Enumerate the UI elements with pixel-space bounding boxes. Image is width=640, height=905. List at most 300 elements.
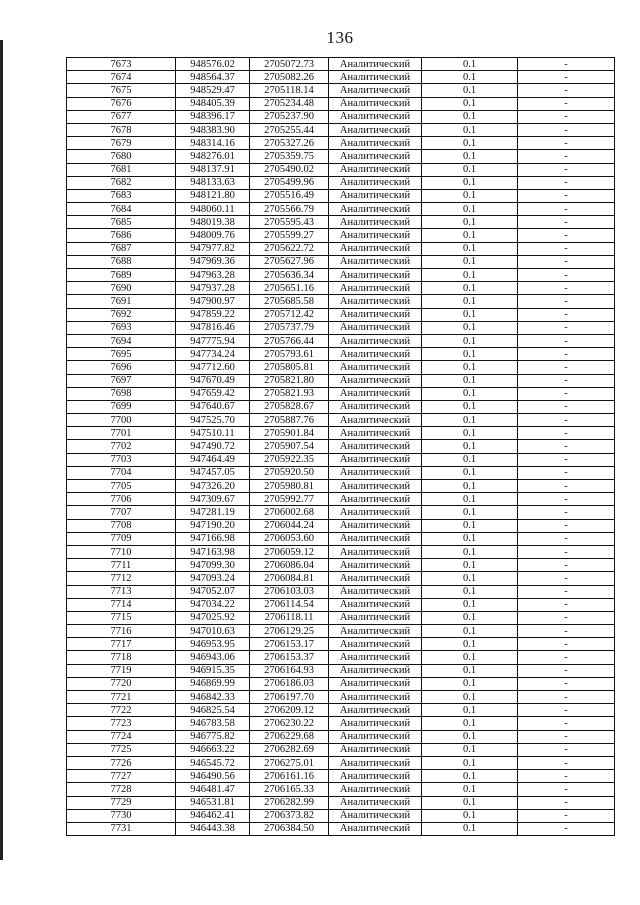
table-row	[67, 71, 615, 84]
point-number-cell: 7695	[67, 348, 176, 361]
x-coordinate-cell: 946775.82	[176, 730, 250, 743]
accuracy-cell: 0.1	[422, 334, 518, 347]
x-coordinate-cell: 946869.99	[176, 677, 250, 690]
method-cell: Аналитический	[329, 163, 422, 176]
accuracy-cell: 0.1	[422, 242, 518, 255]
y-coordinate-cell: 2705082.26	[250, 71, 329, 84]
method-cell: Аналитический	[329, 123, 422, 136]
note-cell: -	[518, 203, 615, 216]
y-coordinate-cell: 2705821.93	[250, 387, 329, 400]
point-number-cell: 7708	[67, 519, 176, 532]
x-coordinate-cell: 947010.63	[176, 625, 250, 638]
method-cell: Аналитический	[329, 677, 422, 690]
method-cell: Аналитический	[329, 756, 422, 769]
note-cell: -	[518, 598, 615, 611]
accuracy-cell: 0.1	[422, 216, 518, 229]
point-number-cell: 7712	[67, 572, 176, 585]
x-coordinate-cell: 947464.49	[176, 453, 250, 466]
table-row	[67, 704, 615, 717]
x-coordinate-cell: 946842.33	[176, 691, 250, 704]
x-coordinate-cell: 946663.22	[176, 743, 250, 756]
accuracy-cell: 0.1	[422, 295, 518, 308]
note-cell: -	[518, 809, 615, 822]
table-row	[67, 203, 615, 216]
y-coordinate-cell: 2705828.67	[250, 400, 329, 413]
x-coordinate-cell: 948133.63	[176, 176, 250, 189]
table-row	[67, 84, 615, 97]
y-coordinate-cell: 2706229.68	[250, 730, 329, 743]
point-number-cell: 7700	[67, 414, 176, 427]
point-number-cell: 7724	[67, 730, 176, 743]
method-cell: Аналитический	[329, 638, 422, 651]
accuracy-cell: 0.1	[422, 229, 518, 242]
table-row	[67, 295, 615, 308]
note-cell: -	[518, 611, 615, 624]
method-cell: Аналитический	[329, 387, 422, 400]
table-row	[67, 150, 615, 163]
method-cell: Аналитический	[329, 400, 422, 413]
accuracy-cell: 0.1	[422, 691, 518, 704]
y-coordinate-cell: 2705793.61	[250, 348, 329, 361]
note-cell: -	[518, 519, 615, 532]
accuracy-cell: 0.1	[422, 84, 518, 97]
note-cell: -	[518, 691, 615, 704]
method-cell: Аналитический	[329, 519, 422, 532]
point-number-cell: 7713	[67, 585, 176, 598]
note-cell: -	[518, 783, 615, 796]
table-row	[67, 229, 615, 242]
point-number-cell: 7697	[67, 374, 176, 387]
y-coordinate-cell: 2706084.81	[250, 572, 329, 585]
y-coordinate-cell: 2706197.70	[250, 691, 329, 704]
y-coordinate-cell: 2705737.79	[250, 321, 329, 334]
x-coordinate-cell: 947712.60	[176, 361, 250, 374]
y-coordinate-cell: 2705627.96	[250, 255, 329, 268]
point-number-cell: 7690	[67, 282, 176, 295]
method-cell: Аналитический	[329, 822, 422, 835]
y-coordinate-cell: 2706373.82	[250, 809, 329, 822]
table-row	[67, 796, 615, 809]
table-row	[67, 519, 615, 532]
y-coordinate-cell: 2705595.43	[250, 216, 329, 229]
accuracy-cell: 0.1	[422, 150, 518, 163]
point-number-cell: 7703	[67, 453, 176, 466]
accuracy-cell: 0.1	[422, 493, 518, 506]
accuracy-cell: 0.1	[422, 58, 518, 71]
table-row	[67, 440, 615, 453]
point-number-cell: 7710	[67, 545, 176, 558]
x-coordinate-cell: 947034.22	[176, 598, 250, 611]
point-number-cell: 7701	[67, 427, 176, 440]
point-number-cell: 7679	[67, 137, 176, 150]
accuracy-cell: 0.1	[422, 427, 518, 440]
method-cell: Аналитический	[329, 625, 422, 638]
x-coordinate-cell: 948019.38	[176, 216, 250, 229]
method-cell: Аналитический	[329, 691, 422, 704]
table-row	[67, 783, 615, 796]
y-coordinate-cell: 2705622.72	[250, 242, 329, 255]
note-cell: -	[518, 506, 615, 519]
y-coordinate-cell: 2706384.50	[250, 822, 329, 835]
method-cell: Аналитический	[329, 796, 422, 809]
x-coordinate-cell: 947099.30	[176, 559, 250, 572]
scan-edge-bar	[0, 40, 3, 860]
accuracy-cell: 0.1	[422, 387, 518, 400]
y-coordinate-cell: 2706282.69	[250, 743, 329, 756]
x-coordinate-cell: 946462.41	[176, 809, 250, 822]
x-coordinate-cell: 948383.90	[176, 123, 250, 136]
method-cell: Аналитический	[329, 110, 422, 123]
note-cell: -	[518, 585, 615, 598]
note-cell: -	[518, 71, 615, 84]
y-coordinate-cell: 2705255.44	[250, 123, 329, 136]
method-cell: Аналитический	[329, 414, 422, 427]
accuracy-cell: 0.1	[422, 203, 518, 216]
table-row	[67, 691, 615, 704]
table-row	[67, 189, 615, 202]
y-coordinate-cell: 2705490.02	[250, 163, 329, 176]
page-number: 136	[326, 28, 354, 47]
x-coordinate-cell: 948276.01	[176, 150, 250, 163]
point-number-cell: 7705	[67, 480, 176, 493]
x-coordinate-cell: 947490.72	[176, 440, 250, 453]
x-coordinate-cell: 946531.81	[176, 796, 250, 809]
y-coordinate-cell: 2705237.90	[250, 110, 329, 123]
table-row	[67, 374, 615, 387]
accuracy-cell: 0.1	[422, 638, 518, 651]
method-cell: Аналитический	[329, 242, 422, 255]
table-row	[67, 163, 615, 176]
accuracy-cell: 0.1	[422, 704, 518, 717]
accuracy-cell: 0.1	[422, 308, 518, 321]
accuracy-cell: 0.1	[422, 400, 518, 413]
method-cell: Аналитический	[329, 480, 422, 493]
table-row	[67, 308, 615, 321]
x-coordinate-cell: 946953.95	[176, 638, 250, 651]
table-row	[67, 400, 615, 413]
point-number-cell: 7696	[67, 361, 176, 374]
accuracy-cell: 0.1	[422, 282, 518, 295]
table-row	[67, 334, 615, 347]
method-cell: Аналитический	[329, 203, 422, 216]
x-coordinate-cell: 948396.17	[176, 110, 250, 123]
note-cell: -	[518, 480, 615, 493]
x-coordinate-cell: 947937.28	[176, 282, 250, 295]
table-row	[67, 770, 615, 783]
method-cell: Аналитический	[329, 137, 422, 150]
y-coordinate-cell: 2705685.58	[250, 295, 329, 308]
x-coordinate-cell: 947457.05	[176, 466, 250, 479]
table-row	[67, 809, 615, 822]
y-coordinate-cell: 2706086.04	[250, 559, 329, 572]
table-row	[67, 638, 615, 651]
y-coordinate-cell: 2705499.96	[250, 176, 329, 189]
point-number-cell: 7711	[67, 559, 176, 572]
note-cell: -	[518, 110, 615, 123]
method-cell: Аналитический	[329, 71, 422, 84]
note-cell: -	[518, 97, 615, 110]
accuracy-cell: 0.1	[422, 506, 518, 519]
note-cell: -	[518, 651, 615, 664]
note-cell: -	[518, 427, 615, 440]
note-cell: -	[518, 361, 615, 374]
y-coordinate-cell: 2706282.99	[250, 796, 329, 809]
x-coordinate-cell: 946825.54	[176, 704, 250, 717]
y-coordinate-cell: 2706118.11	[250, 611, 329, 624]
x-coordinate-cell: 947525.70	[176, 414, 250, 427]
method-cell: Аналитический	[329, 743, 422, 756]
table-body	[67, 58, 615, 836]
y-coordinate-cell: 2706153.17	[250, 638, 329, 651]
y-coordinate-cell: 2706044.24	[250, 519, 329, 532]
accuracy-cell: 0.1	[422, 611, 518, 624]
table-row	[67, 348, 615, 361]
point-number-cell: 7728	[67, 783, 176, 796]
method-cell: Аналитический	[329, 611, 422, 624]
accuracy-cell: 0.1	[422, 414, 518, 427]
x-coordinate-cell: 947326.20	[176, 480, 250, 493]
method-cell: Аналитический	[329, 559, 422, 572]
method-cell: Аналитический	[329, 348, 422, 361]
note-cell: -	[518, 572, 615, 585]
note-cell: -	[518, 440, 615, 453]
y-coordinate-cell: 2705980.81	[250, 480, 329, 493]
note-cell: -	[518, 559, 615, 572]
note-cell: -	[518, 400, 615, 413]
note-cell: -	[518, 677, 615, 690]
accuracy-cell: 0.1	[422, 783, 518, 796]
note-cell: -	[518, 348, 615, 361]
table-row	[67, 730, 615, 743]
y-coordinate-cell: 2706161.16	[250, 770, 329, 783]
table-row	[67, 137, 615, 150]
y-coordinate-cell: 2706103.03	[250, 585, 329, 598]
table-row	[67, 466, 615, 479]
accuracy-cell: 0.1	[422, 809, 518, 822]
point-number-cell: 7683	[67, 189, 176, 202]
y-coordinate-cell: 2706230.22	[250, 717, 329, 730]
x-coordinate-cell: 948576.02	[176, 58, 250, 71]
table-row	[67, 242, 615, 255]
point-number-cell: 7726	[67, 756, 176, 769]
method-cell: Аналитический	[329, 84, 422, 97]
point-number-cell: 7719	[67, 664, 176, 677]
table-row	[67, 427, 615, 440]
x-coordinate-cell: 948314.16	[176, 137, 250, 150]
accuracy-cell: 0.1	[422, 598, 518, 611]
y-coordinate-cell: 2705651.16	[250, 282, 329, 295]
point-number-cell: 7673	[67, 58, 176, 71]
accuracy-cell: 0.1	[422, 664, 518, 677]
y-coordinate-cell: 2705805.81	[250, 361, 329, 374]
point-number-cell: 7718	[67, 651, 176, 664]
method-cell: Аналитический	[329, 730, 422, 743]
x-coordinate-cell: 947309.67	[176, 493, 250, 506]
accuracy-cell: 0.1	[422, 163, 518, 176]
accuracy-cell: 0.1	[422, 321, 518, 334]
method-cell: Аналитический	[329, 216, 422, 229]
accuracy-cell: 0.1	[422, 440, 518, 453]
x-coordinate-cell: 948564.37	[176, 71, 250, 84]
y-coordinate-cell: 2705901.84	[250, 427, 329, 440]
table-row	[67, 677, 615, 690]
note-cell: -	[518, 532, 615, 545]
point-number-cell: 7699	[67, 400, 176, 413]
note-cell: -	[518, 638, 615, 651]
accuracy-cell: 0.1	[422, 97, 518, 110]
point-number-cell: 7687	[67, 242, 176, 255]
y-coordinate-cell: 2706275.01	[250, 756, 329, 769]
table-row	[67, 321, 615, 334]
note-cell: -	[518, 756, 615, 769]
method-cell: Аналитический	[329, 466, 422, 479]
x-coordinate-cell: 947963.28	[176, 269, 250, 282]
note-cell: -	[518, 123, 615, 136]
table-row	[67, 572, 615, 585]
point-number-cell: 7684	[67, 203, 176, 216]
table-row	[67, 651, 615, 664]
y-coordinate-cell: 2706165.33	[250, 783, 329, 796]
note-cell: -	[518, 295, 615, 308]
point-number-cell: 7676	[67, 97, 176, 110]
x-coordinate-cell: 947816.46	[176, 321, 250, 334]
note-cell: -	[518, 822, 615, 835]
point-number-cell: 7723	[67, 717, 176, 730]
y-coordinate-cell: 2705327.26	[250, 137, 329, 150]
point-number-cell: 7715	[67, 611, 176, 624]
point-number-cell: 7707	[67, 506, 176, 519]
point-number-cell: 7702	[67, 440, 176, 453]
note-cell: -	[518, 664, 615, 677]
coordinates-table	[66, 57, 615, 836]
x-coordinate-cell: 947969.36	[176, 255, 250, 268]
method-cell: Аналитический	[329, 440, 422, 453]
x-coordinate-cell: 946783.58	[176, 717, 250, 730]
method-cell: Аналитический	[329, 493, 422, 506]
y-coordinate-cell: 2705566.79	[250, 203, 329, 216]
note-cell: -	[518, 493, 615, 506]
point-number-cell: 7716	[67, 625, 176, 638]
y-coordinate-cell: 2706209.12	[250, 704, 329, 717]
point-number-cell: 7709	[67, 532, 176, 545]
y-coordinate-cell: 2706186.03	[250, 677, 329, 690]
note-cell: -	[518, 704, 615, 717]
method-cell: Аналитический	[329, 717, 422, 730]
point-number-cell: 7725	[67, 743, 176, 756]
table-row	[67, 176, 615, 189]
note-cell: -	[518, 176, 615, 189]
table-row	[67, 625, 615, 638]
table-row	[67, 255, 615, 268]
x-coordinate-cell: 947052.07	[176, 585, 250, 598]
point-number-cell: 7694	[67, 334, 176, 347]
method-cell: Аналитический	[329, 427, 422, 440]
accuracy-cell: 0.1	[422, 269, 518, 282]
point-number-cell: 7677	[67, 110, 176, 123]
note-cell: -	[518, 770, 615, 783]
point-number-cell: 7704	[67, 466, 176, 479]
x-coordinate-cell: 948121.80	[176, 189, 250, 202]
y-coordinate-cell: 2705516.49	[250, 189, 329, 202]
note-cell: -	[518, 466, 615, 479]
note-cell: -	[518, 137, 615, 150]
accuracy-cell: 0.1	[422, 822, 518, 835]
table-row	[67, 822, 615, 835]
accuracy-cell: 0.1	[422, 532, 518, 545]
accuracy-cell: 0.1	[422, 453, 518, 466]
method-cell: Аналитический	[329, 809, 422, 822]
y-coordinate-cell: 2706002.68	[250, 506, 329, 519]
method-cell: Аналитический	[329, 704, 422, 717]
table-row	[67, 743, 615, 756]
note-cell: -	[518, 743, 615, 756]
accuracy-cell: 0.1	[422, 137, 518, 150]
accuracy-cell: 0.1	[422, 796, 518, 809]
x-coordinate-cell: 947670.49	[176, 374, 250, 387]
table-row	[67, 282, 615, 295]
method-cell: Аналитический	[329, 269, 422, 282]
table-row	[67, 611, 615, 624]
y-coordinate-cell: 2705821.80	[250, 374, 329, 387]
table-row	[67, 387, 615, 400]
point-number-cell: 7721	[67, 691, 176, 704]
x-coordinate-cell: 946943.06	[176, 651, 250, 664]
x-coordinate-cell: 947977.82	[176, 242, 250, 255]
point-number-cell: 7688	[67, 255, 176, 268]
method-cell: Аналитический	[329, 453, 422, 466]
method-cell: Аналитический	[329, 783, 422, 796]
accuracy-cell: 0.1	[422, 770, 518, 783]
table-row	[67, 361, 615, 374]
accuracy-cell: 0.1	[422, 466, 518, 479]
method-cell: Аналитический	[329, 308, 422, 321]
y-coordinate-cell: 2705234.48	[250, 97, 329, 110]
accuracy-cell: 0.1	[422, 110, 518, 123]
table-row	[67, 123, 615, 136]
table-row	[67, 664, 615, 677]
point-number-cell: 7698	[67, 387, 176, 400]
y-coordinate-cell: 2705766.44	[250, 334, 329, 347]
accuracy-cell: 0.1	[422, 625, 518, 638]
x-coordinate-cell: 946545.72	[176, 756, 250, 769]
point-number-cell: 7692	[67, 308, 176, 321]
method-cell: Аналитический	[329, 664, 422, 677]
point-number-cell: 7675	[67, 84, 176, 97]
x-coordinate-cell: 946443.38	[176, 822, 250, 835]
note-cell: -	[518, 334, 615, 347]
table-row	[67, 506, 615, 519]
method-cell: Аналитический	[329, 58, 422, 71]
y-coordinate-cell: 2705599.27	[250, 229, 329, 242]
method-cell: Аналитический	[329, 361, 422, 374]
point-number-cell: 7680	[67, 150, 176, 163]
note-cell: -	[518, 321, 615, 334]
table-row	[67, 269, 615, 282]
x-coordinate-cell: 947734.24	[176, 348, 250, 361]
accuracy-cell: 0.1	[422, 730, 518, 743]
table-row	[67, 598, 615, 611]
y-coordinate-cell: 2705072.73	[250, 58, 329, 71]
point-number-cell: 7682	[67, 176, 176, 189]
method-cell: Аналитический	[329, 598, 422, 611]
point-number-cell: 7714	[67, 598, 176, 611]
point-number-cell: 7691	[67, 295, 176, 308]
point-number-cell: 7706	[67, 493, 176, 506]
table-row	[67, 414, 615, 427]
x-coordinate-cell: 947093.24	[176, 572, 250, 585]
accuracy-cell: 0.1	[422, 374, 518, 387]
point-number-cell: 7720	[67, 677, 176, 690]
